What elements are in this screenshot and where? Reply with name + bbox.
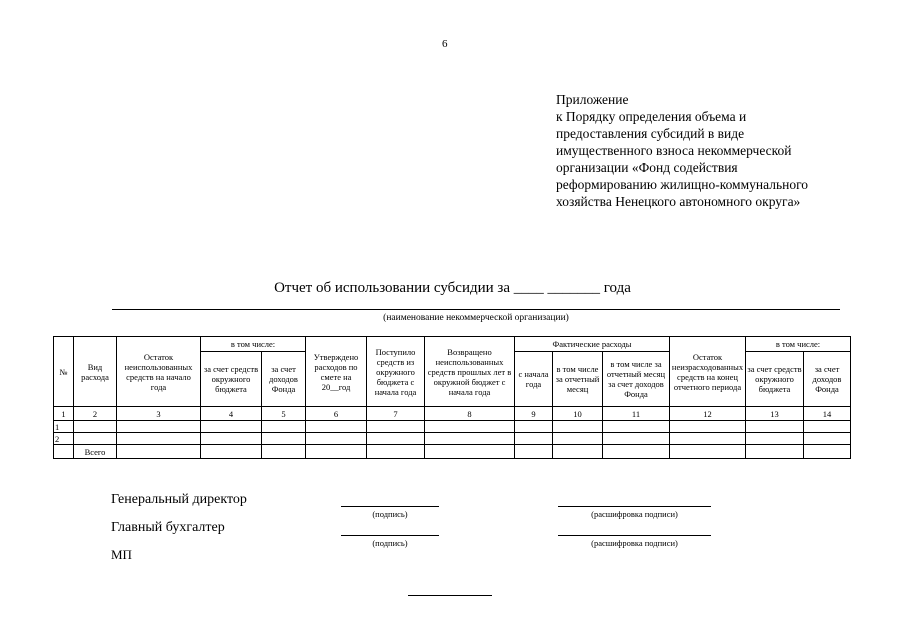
- table-cell: [553, 445, 603, 459]
- table-cell: [262, 433, 306, 445]
- table-cell: [306, 421, 367, 433]
- column-number: 1: [54, 407, 74, 421]
- report-table: [53, 336, 851, 459]
- column-number: 6: [306, 407, 367, 421]
- table-cell: [553, 433, 603, 445]
- table-cell: [306, 433, 367, 445]
- header-actual-expenses: Фактические расходы: [515, 337, 670, 352]
- table-cell: [515, 421, 553, 433]
- header-num: №: [54, 337, 74, 407]
- table-cell: [515, 445, 553, 459]
- director-decode-caption: (расшифровка подписи): [591, 509, 678, 519]
- appendix-line: предоставления субсидий в виде: [556, 126, 745, 141]
- table-cell: [746, 421, 804, 433]
- header-approved: Утверждено расходов по смете на 20__год: [306, 337, 367, 407]
- header-fund-income-1: за счет доходов Фонда: [262, 352, 306, 407]
- header-actual-from-start: с начала года: [515, 352, 553, 407]
- column-number: 2: [74, 407, 117, 421]
- table-row: [54, 433, 851, 445]
- table-cell: [515, 433, 553, 445]
- header-including-1: в том числе:: [201, 337, 306, 352]
- table-cell: [367, 421, 425, 433]
- appendix-line: хозяйства Ненецкого автономного округа»: [556, 194, 801, 209]
- table-cell: [74, 421, 117, 433]
- appendix-line: Приложение: [556, 92, 629, 107]
- table-cell: [117, 445, 201, 459]
- column-number: 9: [515, 407, 553, 421]
- header-actual-month-fund: в том числе за отчетный месяц за счет доходов Фонда: [603, 352, 670, 407]
- column-number: 8: [425, 407, 515, 421]
- director-signature-caption: (подпись): [372, 509, 408, 519]
- column-number: 3: [117, 407, 201, 421]
- appendix-line: к Порядку определения объема и: [556, 109, 747, 124]
- table-cell: [670, 445, 746, 459]
- header-received: Поступило средств из окружного бюджета с начала года: [367, 337, 425, 407]
- column-number: 13: [746, 407, 804, 421]
- column-number: 14: [804, 407, 851, 421]
- stamp-label: МП: [111, 547, 132, 562]
- table-cell: [746, 433, 804, 445]
- org-name-line: [112, 309, 840, 310]
- total-row: [54, 445, 851, 459]
- accountant-decode-line: [558, 535, 711, 536]
- accountant-label: Главный бухгалтер: [111, 520, 225, 535]
- appendix-line: имущественного взноса некоммерческой: [556, 143, 792, 158]
- header-balance-start: Остаток неиспользованных средств на начало года: [117, 337, 201, 407]
- row-number: 1: [54, 421, 74, 433]
- director-decode-line: [558, 506, 711, 507]
- org-name-caption: (наименование некоммерческой организации): [383, 313, 569, 323]
- accountant-signature-line: [341, 535, 439, 536]
- table-cell: [603, 433, 670, 445]
- table-cell: [804, 433, 851, 445]
- table-cell: [201, 445, 262, 459]
- header-district-budget-2: за счет средств окружного бюджета: [746, 352, 804, 407]
- column-number: 7: [367, 407, 425, 421]
- header-balance-end: Остаток неизрасходованных средств на конец отчетного периода: [670, 337, 746, 407]
- table-cell: [670, 433, 746, 445]
- appendix-line: организации «Фонд содействия: [556, 160, 738, 175]
- director-signature-line: [341, 506, 439, 507]
- accountant-decode-caption: (расшифровка подписи): [591, 538, 678, 548]
- report-title: Отчет об использовании субсидии за ____ _______ года: [274, 280, 631, 296]
- column-number: 4: [201, 407, 262, 421]
- director-label: Генеральный директор: [111, 492, 247, 507]
- header-district-budget-1: за счет средств окружного бюджета: [201, 352, 262, 407]
- column-number: 11: [603, 407, 670, 421]
- page-number: 6: [442, 38, 448, 50]
- table-cell: [262, 421, 306, 433]
- table-cell: [425, 421, 515, 433]
- table-cell: [117, 421, 201, 433]
- table-cell: [201, 433, 262, 445]
- table-row: [54, 421, 851, 433]
- table-cell: [367, 433, 425, 445]
- row-number: 2: [54, 433, 74, 445]
- column-number: 12: [670, 407, 746, 421]
- table-cell: [54, 445, 74, 459]
- table-cell: [306, 445, 367, 459]
- table-cell: [670, 421, 746, 433]
- table-cell: [804, 421, 851, 433]
- table-cell: [553, 421, 603, 433]
- table-cell: [117, 433, 201, 445]
- header-returned: Возвращено неиспользованных средств прошлых лет в окружной бюджет с начала года: [425, 337, 515, 407]
- table-cell: [804, 445, 851, 459]
- footer-line: [408, 595, 492, 596]
- appendix-line: реформированию жилищно-коммунального: [556, 177, 809, 192]
- table-cell: [425, 433, 515, 445]
- header-expense-type: Вид расхода: [74, 337, 117, 407]
- column-number: 5: [262, 407, 306, 421]
- table-cell: [603, 445, 670, 459]
- table-cell: [746, 445, 804, 459]
- header-including-2: в том числе:: [746, 337, 851, 352]
- header-actual-month: в том числе за отчетный месяц: [553, 352, 603, 407]
- accountant-signature-caption: (подпись): [372, 538, 408, 548]
- table-cell: [201, 421, 262, 433]
- column-number-row: [54, 407, 851, 421]
- table-cell: [262, 445, 306, 459]
- total-label: Всего: [74, 445, 117, 459]
- table-cell: [603, 421, 670, 433]
- column-number: 10: [553, 407, 603, 421]
- table-cell: [367, 445, 425, 459]
- table-cell: [74, 433, 117, 445]
- header-fund-income-2: за счет доходов Фонда: [804, 352, 851, 407]
- header-row-group: [54, 337, 851, 352]
- table-cell: [425, 445, 515, 459]
- appendix-block: [556, 91, 808, 210]
